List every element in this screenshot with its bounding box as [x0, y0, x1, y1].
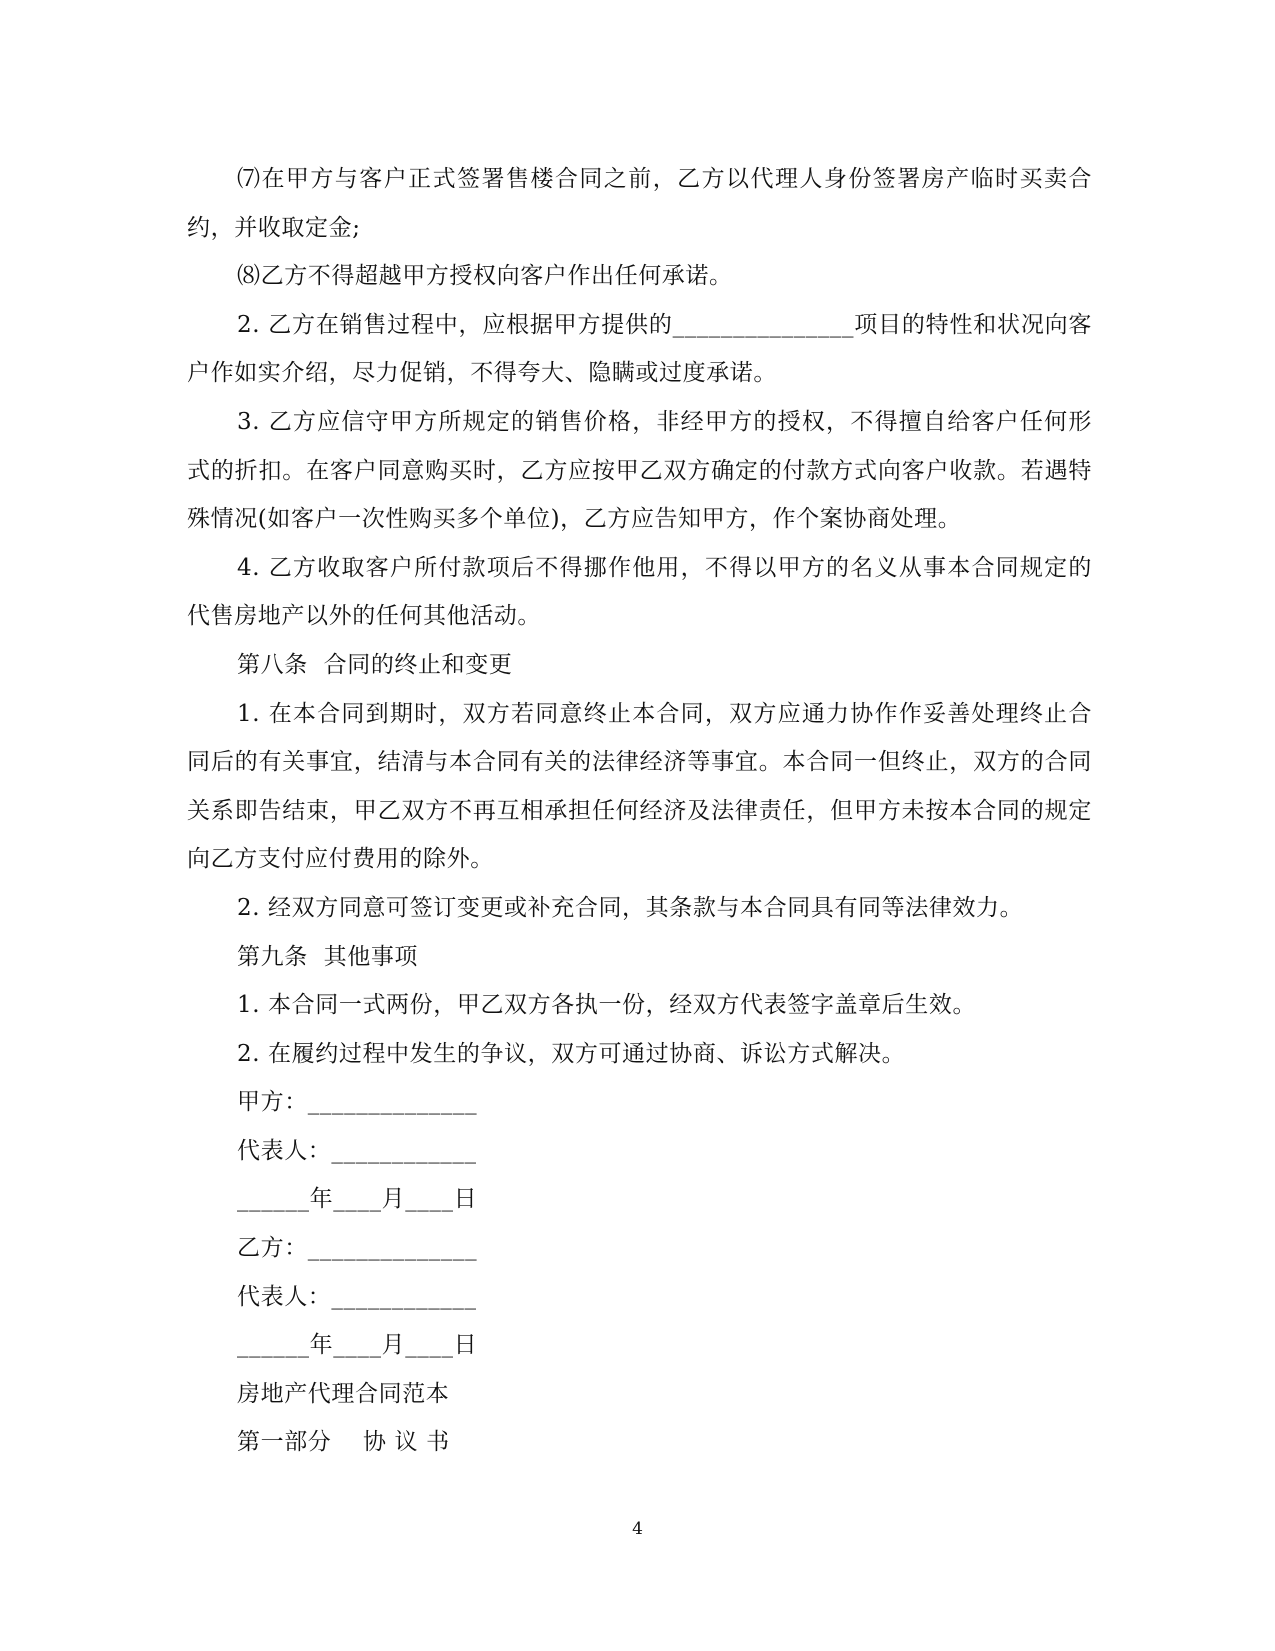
paragraph-item-2: 2. 乙方在销售过程中，应根据甲方提供的_______________项目的特性和状况向客户作如实介绍，尽力促销，不得夸大、隐瞒或过度承诺。	[187, 311, 1092, 387]
page-number: 4	[632, 1519, 643, 1539]
article-9-item-2: 2. 在履约过程中发生的争议，双方可通过协商、诉讼方式解决。	[237, 1040, 906, 1067]
party-b-representative-line: 代表人：____________	[237, 1283, 477, 1310]
paragraph-item-4: 4. 乙方收取客户所付款项后不得挪作他用，不得以甲方的名义从事本合同规定的代售房地产以外的任何其他活动。	[187, 554, 1092, 630]
party-a-signature-line: 甲方：______________	[237, 1089, 478, 1116]
party-b-signature-line: 乙方：______________	[237, 1235, 478, 1262]
paragraph-item-3: 3. 乙方应信守甲方所规定的销售价格，非经甲方的授权，不得擅自给客户任何形式的折扣。在客户同意购买时，乙方应按甲乙双方确定的付款方式向客户收款。若遇特殊情况(如客户一次性购买多个单位)，乙方应告知甲方，作个案协商处理。	[187, 408, 1092, 533]
article-9-heading: 第九条 其他事项	[237, 943, 419, 970]
clause-7: ⑺在甲方与客户正式签署售楼合同之前，乙方以代理人身份签署房产临时买卖合约，并收取定金;	[187, 166, 1092, 241]
party-a-representative-line: 代表人：____________	[237, 1137, 477, 1164]
party-a-date-line: ______年____月____日	[237, 1186, 478, 1213]
template-title: 房地产代理合同范本	[237, 1380, 450, 1407]
body-text	[187, 155, 1092, 1467]
article-8-heading: 第八条 合同的终止和变更	[237, 651, 513, 678]
part-one-heading: 第一部分 协 议 书	[237, 1429, 450, 1456]
party-b-date-line: ______年____月____日	[237, 1332, 478, 1359]
article-9-item-1: 1. 本合同一式两份，甲乙双方各执一份，经双方代表签字盖章后生效。	[237, 992, 977, 1019]
article-8-item-1: 1. 在本合同到期时，双方若同意终止本合同，双方应通力协作作妥善处理终止合同后的有关事宜，结清与本合同有关的法律经济等事宜。本合同一但终止，双方的合同关系即告结束，甲乙双方不再互相承担任何经济及法律责任，但甲方未按本合同的规定向乙方支付应付费用的除外。	[187, 700, 1092, 873]
article-8-item-2: 2. 经双方同意可签订变更或补充合同，其条款与本合同具有同等法律效力。	[237, 894, 1024, 921]
clause-8: ⑻乙方不得超越甲方授权向客户作出任何承诺。	[237, 263, 733, 290]
